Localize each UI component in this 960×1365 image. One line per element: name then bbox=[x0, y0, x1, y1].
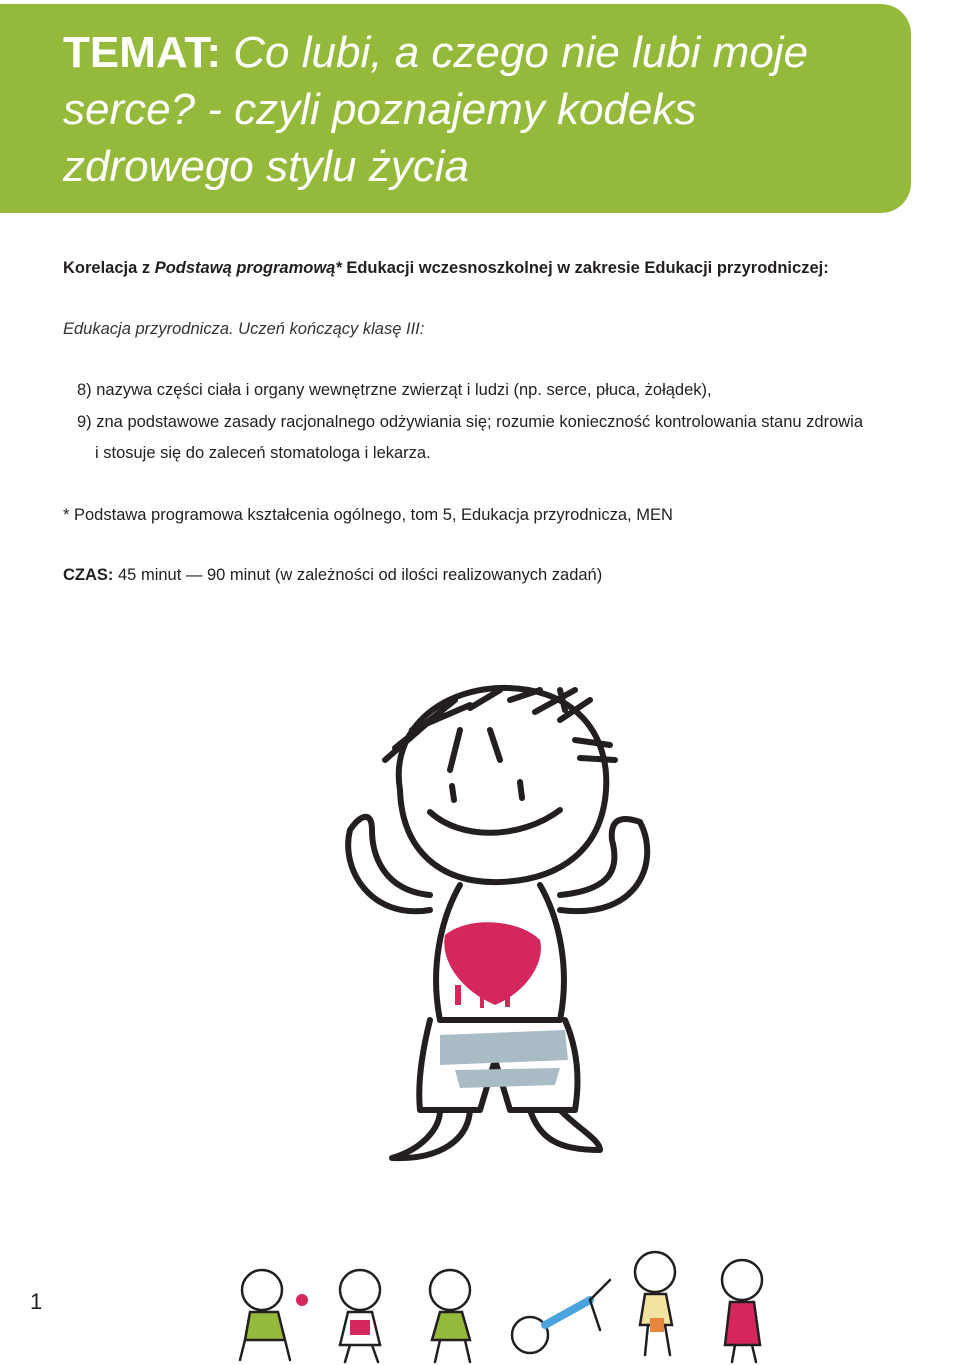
title-label: TEMAT: bbox=[63, 28, 222, 77]
kid-5 bbox=[635, 1252, 675, 1355]
heart-splash bbox=[444, 922, 541, 1008]
title-text: Co lubi, a czego nie lubi moje serce? - czyli poznajemy kodeks zdrowego stylu życia bbox=[63, 28, 809, 191]
kids-row bbox=[240, 1252, 762, 1362]
curriculum-item-9: 9) zna podstawowe zasady racjonalnego odżywiania się; rozumie konieczność kontrolowania stanu zdrowia bbox=[77, 413, 864, 431]
section-heading: Edukacja przyrodnicza. Uczeń kończący klasę III: bbox=[63, 320, 425, 338]
page-number: 1 bbox=[30, 1289, 43, 1314]
kid-4 bbox=[512, 1280, 610, 1353]
time-value: 45 minut — 90 minut (w zależności od ilości realizowanych zadań) bbox=[113, 566, 603, 584]
shorts-color bbox=[440, 1030, 568, 1088]
hair-strokes bbox=[385, 690, 615, 770]
kid-1 bbox=[240, 1270, 308, 1360]
curriculum-item-9-cont: i stosuje się do zaleceń stomatologa i lekarza. bbox=[95, 444, 431, 462]
correlation-prefix: Korelacja z bbox=[63, 259, 155, 277]
curriculum-item-8: 8) nazywa części ciała i organy wewnętrzne zwierząt i ludzi (np. serce, płuca, żołądek), bbox=[77, 381, 712, 399]
correlation-suffix: Edukacji wczesnoszkolnej w zakresie Edukacji przyrodniczej: bbox=[341, 259, 829, 277]
correlation-emph: Podstawą programową* bbox=[154, 259, 342, 277]
arm-left bbox=[348, 817, 430, 911]
leg-right bbox=[530, 1110, 600, 1150]
footnote: * Podstawa programowa kształcenia ogólnego, tom 5, Edukacja przyrodnicza, MEN bbox=[63, 506, 673, 524]
time-label: CZAS: bbox=[63, 566, 114, 584]
kid-6 bbox=[722, 1260, 762, 1362]
arm-right bbox=[560, 819, 647, 911]
eye-left bbox=[452, 786, 454, 800]
smile bbox=[430, 810, 560, 833]
kid-3 bbox=[430, 1270, 470, 1362]
eye-right bbox=[520, 782, 522, 798]
kid-2 bbox=[340, 1270, 380, 1362]
leg-left bbox=[392, 1110, 470, 1158]
